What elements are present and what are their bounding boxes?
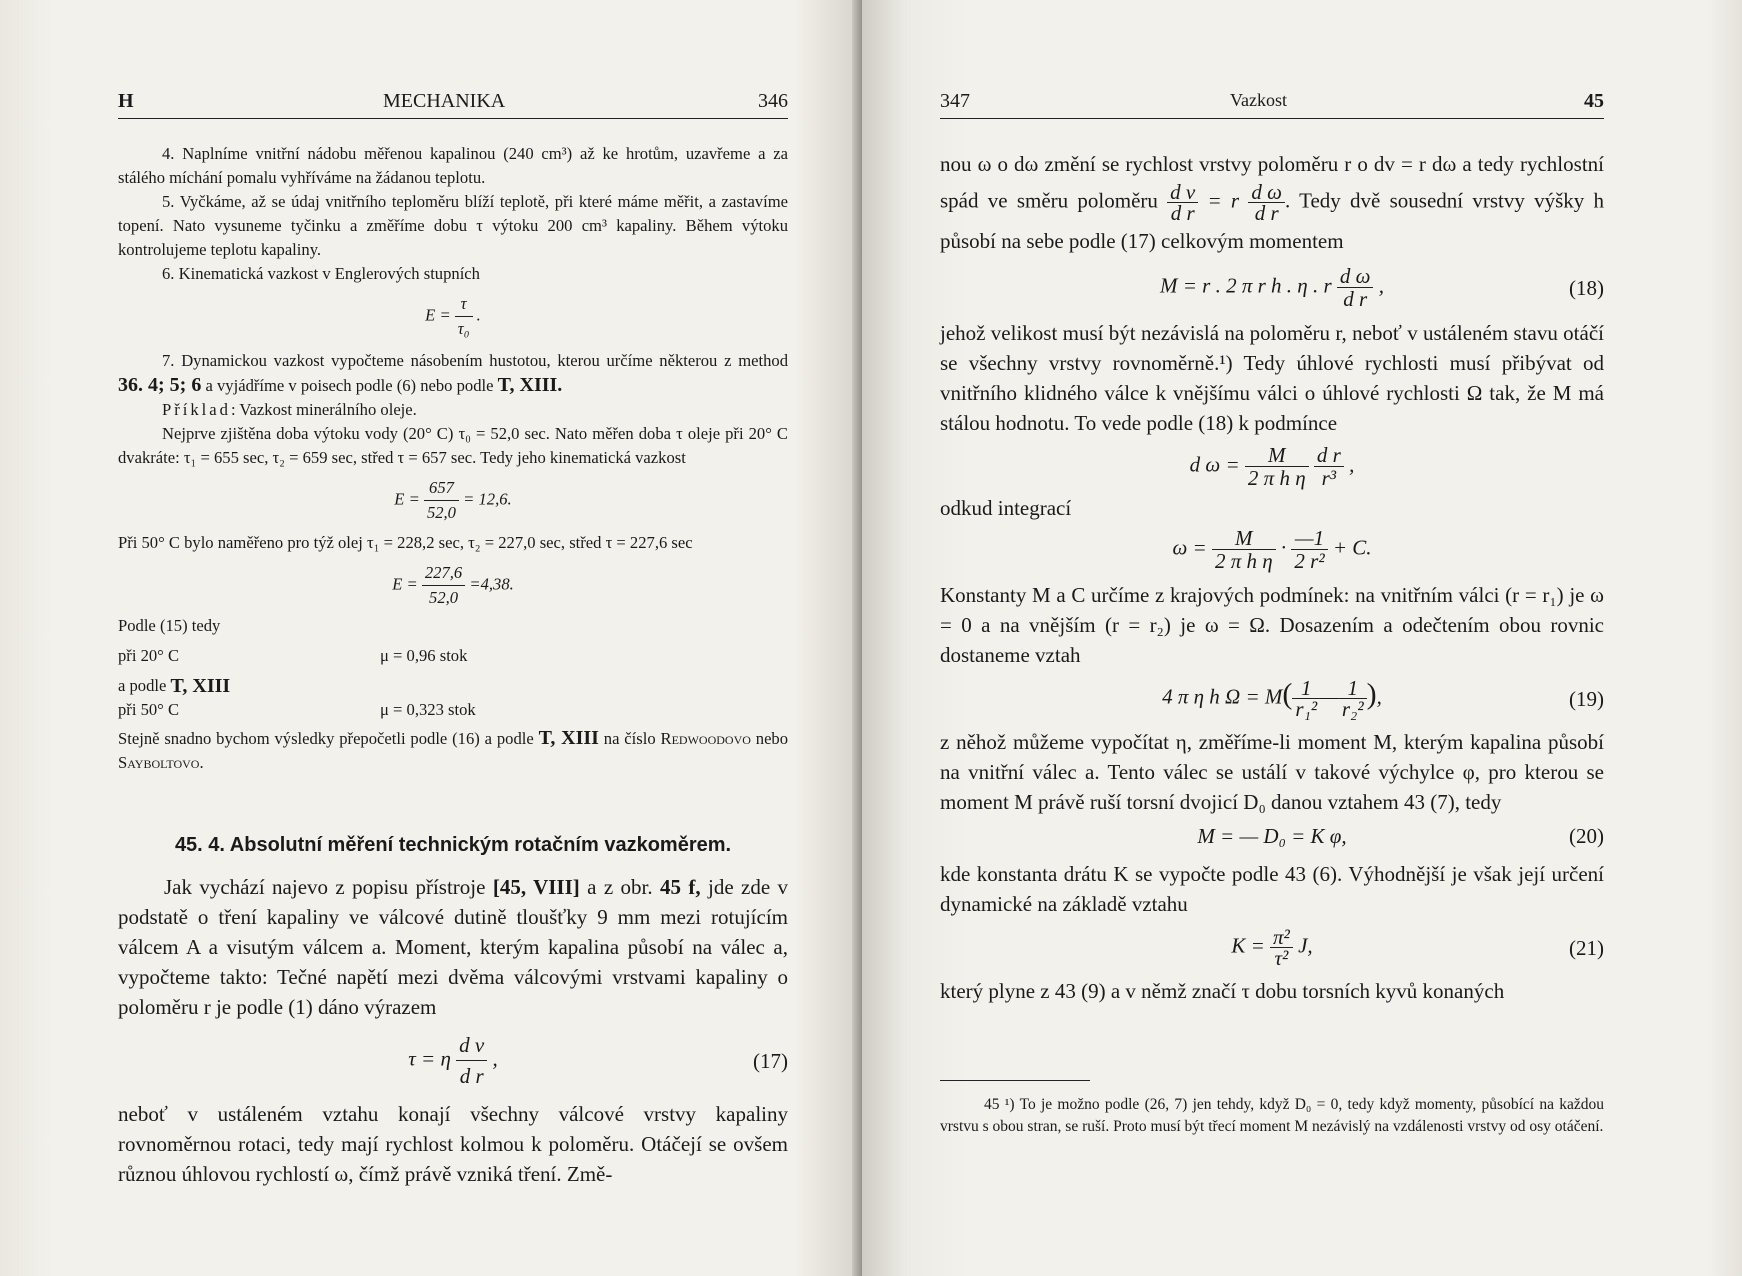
equation-number: (19) [1569, 686, 1604, 711]
step-7: 7. Dynamickou vazkost vypočteme násobením hustotou, kterou určíme některou z method 36. 4; 5; 6 a vyjádříme v poisech podle (6) nebo podle T, XIII. [118, 351, 788, 396]
header-title: Vazkost [1230, 90, 1287, 110]
left-page-header [118, 88, 788, 119]
stejne-paragraph: Stejně snadno bychom výsledky přepočetli podle (16) a podle T, XIII na číslo Redwoodovo nebo Sayboltovo. [118, 727, 789, 772]
main-paragraph-1: Jak vychází najevo z popisu přístroje [45, VIII] a z obr. 45 f, jde zde v podstatě o tření kapaliny ve válcové dutině tloušťky 9 mm mezi rotujícím válcem A a visutým válcem a. Moment, kterým kapalina působí na válec a, vypočteme takto: Tečné napětí mezi dvěma válcovými vrstvami kapaliny o poloměru r je podle (1) dáno výrazem [118, 875, 789, 1019]
steps-block [118, 142, 788, 775]
section-heading: 45. 4. Absolutní měření technickým rotačním vazkoměrem. [174, 834, 732, 856]
left-page [0, 0, 862, 1276]
right-page-header [940, 88, 1604, 119]
step-6: 6. Kinematická vazkost v Englerových stupních [162, 264, 480, 283]
equation-19: 4 π η h Ω = M( $\frac{1}{\text{r₁²}}$ — $\frac{1}{\text{r₂²}}$ ), (19) [1162, 676, 1604, 721]
equation-18: M = r . 2 π r h . η . r $\frac{\text{d ω}}{\text{d r}}$ , (18) [1160, 264, 1604, 311]
page-number: 347 [940, 90, 970, 112]
equation-21: K = $\frac{\text{π²}}{\text{τ²}}$ J, (21) [1231, 925, 1604, 970]
footnote-rule [940, 1080, 1090, 1081]
right-paragraph-2: jehož velikost musí být nezávislá na poloměru r, neboť v ustáleném stavu otáčí se všechny vrstvy rovnoměrně.¹) Tedy úhlové rychlosti musí přibývat od vnitřního klidného válce k vnějšímu válci o úhlové rychlosti Ω tak, že M má stálou hodnotu. To vede podle (18) k podmínce [940, 321, 1604, 435]
equation-engler: E = $\frac{\tau}{\text{τ₀}}$ . [425, 294, 481, 338]
right-paragraph-1: nou ω o dω změní se rychlost vrstvy poloměru r o dv = r dω a tedy rychlostní spád ve směru poloměru $\frac{\text{d v}}{\text{d r}}$ = r $\frac{\text{d ω}}{\text{d r}}$ . Tedy dvě sousední vrstvy výšky h působí na sebe podle (17) celkovým momentem [940, 152, 1605, 253]
right-page [862, 0, 1742, 1276]
equation-dw: d ω = $\frac{M}{\text{2 π h η}}$ $\frac{\text{d r}}{\text{r³}}$ , [1189, 443, 1355, 490]
right-paragraph-6: který plyne z 43 (9) a v němž značí τ dobu torsních kyvů konaných [940, 979, 1505, 1003]
example-paragraph-1: Nejprve zjištěna doba výtoku vody (20° C) τ₀ = 52,0 sec. Nato měřen doba τ oleje při 20° C dvakráte: τ₁ = 655 sec, τ₂ = 659 sec, střed τ = 657 sec. Tedy jeho kinematická vazkost [118, 424, 788, 467]
equation-17: τ = η $\frac{\text{d v}}{\text{d r}}$ , (17) [118, 1030, 788, 1091]
step-4: 4. Naplníme vnitřní nádobu měřenou kapalinou (240 cm³) až ke hrotům, uzavřeme a za stálého míchání pomalu vyhříváme na žádanou teplotu. [118, 144, 788, 187]
main-paragraph-2: neboť v ustáleném vztahu konají všechny válcové vrstvy kapaliny rovnoměrnou rotaci, tedy mají rychlost kolmou k poloměru. Otáčejí se ovšem různou úhlovou rychlostí ω, čímž právě vzniká tření. Změ- [118, 1102, 788, 1186]
header-section: 45 [1584, 90, 1604, 112]
page-number: 346 [758, 90, 788, 112]
header-letter: H [118, 90, 134, 112]
equation-number: (18) [1569, 275, 1604, 300]
main-text-right [940, 146, 1604, 1006]
equation-number: (17) [753, 1048, 788, 1073]
example-title: Příklad: Vazkost minerálního oleje. [162, 400, 417, 419]
result-row-50c: při 50° C μ = 0,323 stok [118, 700, 476, 719]
right-paragraph-4: z něhož můžeme vypočítat η, změříme-li moment M, kterým kapalina působí na vnitřní válec a. Tento válec se ustálí v takové výchylce φ, pro kterou se moment M právě ruší torsní dvojicí D₀ danou vztahem 43 (7), tedy [940, 730, 1604, 814]
step-5: 5. Vyčkáme, až se údaj vnitřního teploměru blíží teplotě, při které máme měřit, a zastavíme topení. Nato vysuneme tyčinku a změříme dobu τ výtoku 200 cm³ kapaliny. Během výtoku kontrolujeme teplotu kapaliny. [118, 192, 788, 259]
equation-e2: E = $\frac{227,6}{52,0}$ =4,38. [392, 563, 514, 607]
equation-number: (21) [1569, 935, 1604, 960]
equation-e1: E = $\frac{657}{52,0}$ = 12,6. [394, 478, 512, 522]
right-paragraph-3: Konstanty M a C určíme z krajových podmínek: na vnitřním válci (r = r₁) je ω = 0 a na vnějším (r = r₂) je ω = Ω. Dosazením a odečtením obou rovnic dostaneme vztah [940, 583, 1604, 667]
footnote: 45 ¹) To je možno podle (26, 7) jen tehdy, když D₀ = 0, tedy když momenty, působící na každou vrstvu s obou stran, se ruší. Proto musí být třecí moment M nezávislý na vzdálenosti vrstvy od osy otáčení. [940, 1096, 1604, 1135]
equation-20: M = — D₀ = K φ, (20) [940, 821, 1604, 851]
equation-number: (20) [1569, 824, 1604, 848]
equation-omega: ω = $\frac{M}{\text{2 π h η}}$ · $\frac{—1}{\text{2 r²}}$ + C. [1172, 526, 1372, 573]
result-row-20c: při 20° C μ = 0,96 stok [118, 646, 468, 665]
main-text-left [118, 872, 788, 1189]
example-paragraph-2: Při 50° C bylo naměřeno pro týž olej τ₁ = 228,2 sec, τ₂ = 227,0 sec, střed τ = 227,6 sec [118, 533, 693, 552]
odkud-integraci: odkud integrací [940, 496, 1072, 520]
header-title: MECHANIKA [383, 90, 506, 112]
result-row-table: a podle T, XIII [118, 675, 231, 697]
right-paragraph-5: kde konstanta drátu K se vypočte podle 43 (6). Výhodnější je však její určení dynamické na základě vztahu [940, 862, 1604, 916]
podle-15: Podle (15) tedy [118, 616, 221, 635]
